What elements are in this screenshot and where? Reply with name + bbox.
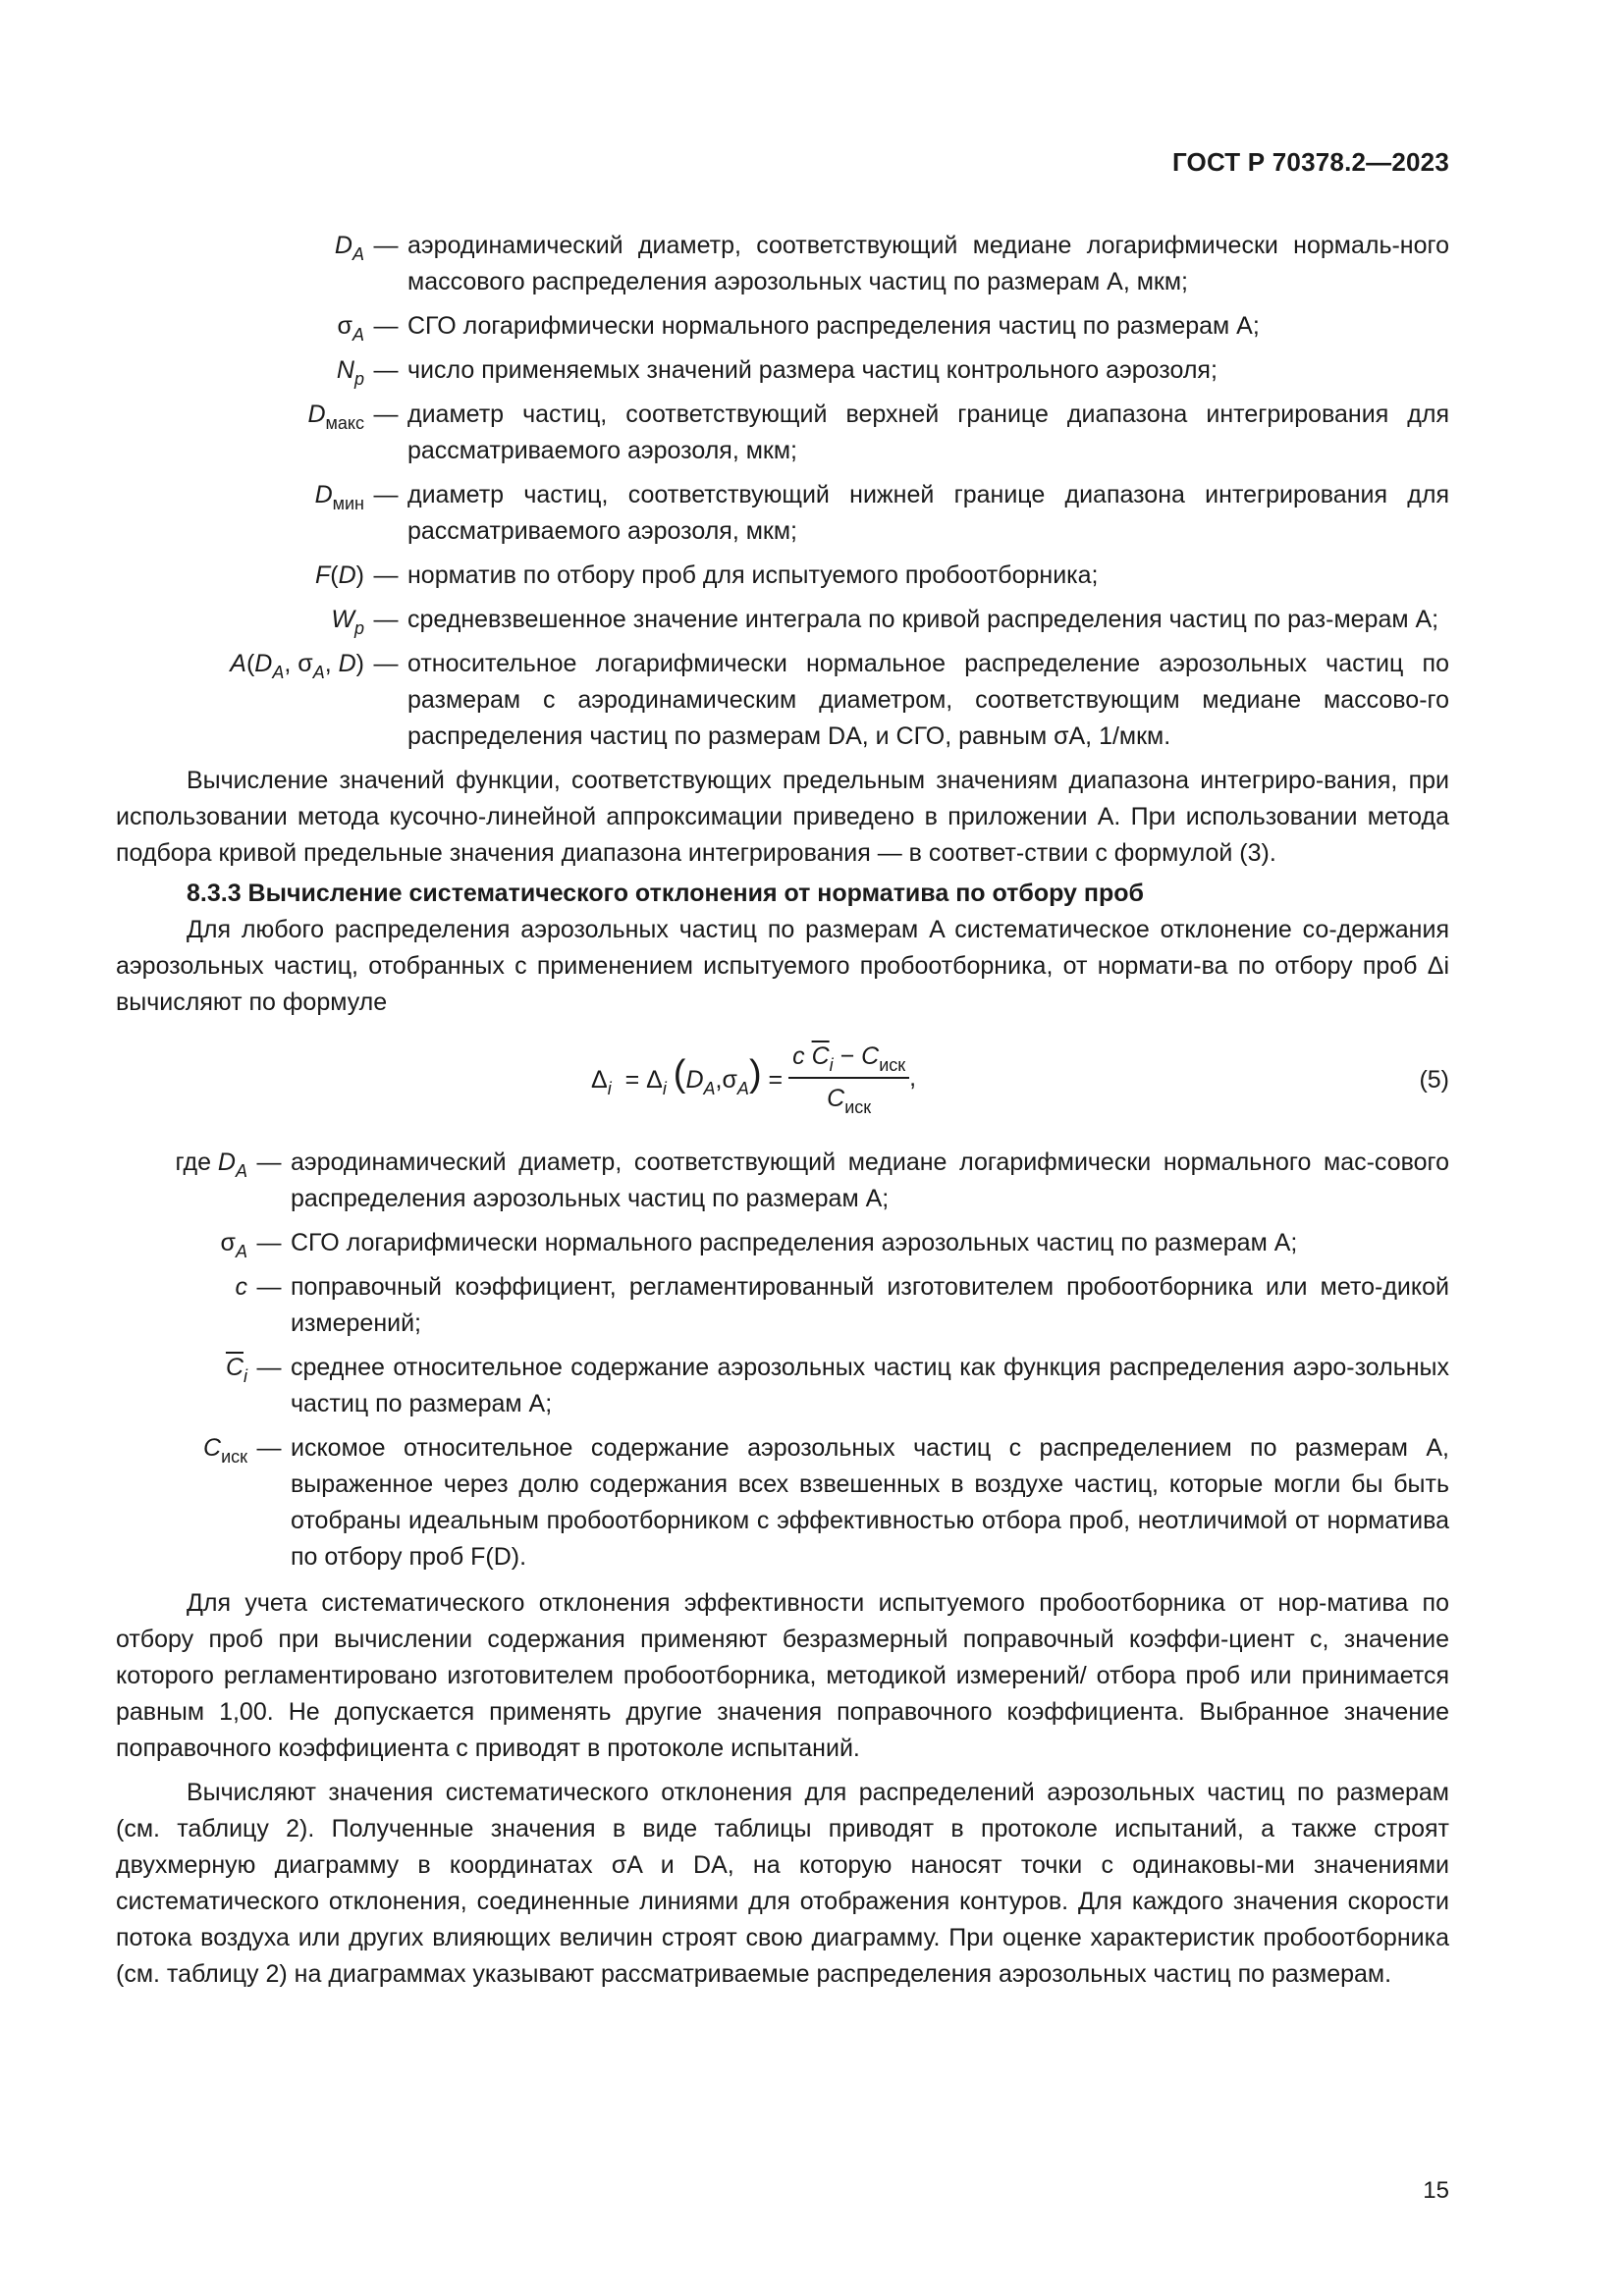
definition-item bbox=[116, 1430, 1449, 1575]
page-number: 15 bbox=[1423, 2177, 1449, 2204]
dash: — bbox=[256, 1354, 282, 1381]
definition-text: диаметр частиц, соответствующий верхней границе диапазона интегрирования для рассматриваемого аэрозоля, мкм; bbox=[407, 400, 1449, 464]
paragraph: Вычисляют значения систематического отклонения для распределений аэрозольных частиц по размерам (см. таблицу 2). Полученные значения в виде таблицы приводят в протоколе испытаний, а также строят двухмерную диаграмму в координатах σA и DA, на которую наносят точки с одинаковы-ми значениями систематического отклонения, соединенные линиями для отображения контуров. Для каждого значения скорости потока воздуха или других влияющих величин строят свою диаграмму. При оценке характеристик пробоотборника (см. таблицу 2) на диаграммах указывают рассматриваемые распределения аэрозольных частиц по размерам. bbox=[116, 1779, 1449, 1988]
definition-item bbox=[116, 646, 1449, 755]
formula-fraction: $\frac{c \overline{C}_i - C_{иск}}{C_{иск}}$ bbox=[788, 1039, 909, 1117]
definition-symbol: $D_A$ bbox=[334, 232, 364, 264]
definition-symbol: F(D) bbox=[315, 561, 364, 589]
formula-number: (5) bbox=[1419, 1066, 1449, 1094]
formula-block bbox=[116, 1029, 1449, 1139]
definition-symbol: $\overline{C}_i$ bbox=[225, 1354, 247, 1386]
definition-text: аэродинамический диаметр, соответствующий медиане логарифмически нормаль-ного массового распределения аэрозольных частиц по размерам A, мкм; bbox=[407, 232, 1449, 295]
dash: — bbox=[373, 232, 399, 259]
definition-text: поправочный коэффициент, регламентированный изготовителем пробоотборника или мето-дикой измерений; bbox=[291, 1273, 1449, 1337]
definition-item bbox=[116, 558, 1449, 594]
definition-item bbox=[116, 1225, 1449, 1261]
definition-text: аэродинамический диаметр, соответствующий медиане логарифмически нормального мас-сового распределения аэрозольных частиц по размерам A; bbox=[291, 1148, 1449, 1212]
definitions-list-2 bbox=[116, 1145, 1449, 1575]
definition-item bbox=[116, 352, 1449, 389]
definition-text: искомое относительное содержание аэрозольных частиц с распределением по размерам A, выраженное через долю содержания всех взвешенных в воздухе частиц, которые могли бы быть отобраны идеальным пробоотборником с эффективностью отбора проб, неотличимой от норматива по отбору проб F(D). bbox=[291, 1434, 1449, 1571]
definition-text: СГО логарифмически нормального распределения аэрозольных частиц по размерам A; bbox=[291, 1229, 1298, 1256]
dash: — bbox=[256, 1148, 282, 1176]
dash: — bbox=[256, 1273, 282, 1301]
definition-text: относительное логарифмически нормальное распределение аэрозольных частиц по размерам с аэродинамическим диаметром, соответствующим медиане массово-го распределения частиц по размерам DA, и СГО, равным σA, 1/мкм. bbox=[407, 650, 1449, 750]
dash: — bbox=[373, 481, 399, 508]
definition-item bbox=[116, 1269, 1449, 1342]
definition-symbol: $\sigma_A$ bbox=[220, 1229, 247, 1261]
definition-text: среднее относительное содержание аэрозольных частиц как функция распределения аэро-зольных частиц по размерам A; bbox=[291, 1354, 1449, 1417]
paragraph: Для любого распределения аэрозольных частиц по размерам A систематическое отклонение со-держания аэрозольных частиц, отобранных с применением испытуемого пробоотборника, от нормати-ва по отбору проб Δi вычисляют по формуле bbox=[116, 916, 1449, 1016]
definition-symbol: $D_{мин}$ bbox=[314, 481, 364, 513]
definition-symbol: $C_{иск}$ bbox=[203, 1434, 247, 1467]
definition-symbol: $W_p$ bbox=[331, 606, 364, 638]
dash: — bbox=[373, 312, 399, 340]
definition-symbol: $\sigma_A$ bbox=[337, 312, 364, 345]
definition-item bbox=[116, 1145, 1449, 1217]
definition-text: СГО логарифмически нормального распределения частиц по размерам A; bbox=[407, 312, 1260, 340]
definition-text: норматив по отбору проб для испытуемого пробоотборника; bbox=[407, 561, 1099, 589]
dash: — bbox=[373, 606, 399, 633]
dash: — bbox=[256, 1434, 282, 1462]
definition-text: диаметр частиц, соответствующий нижней границе диапазона интегрирования для рассматриваемого аэрозоля, мкм; bbox=[407, 481, 1449, 545]
dash: — bbox=[373, 356, 399, 384]
paragraph: Вычисление значений функции, соответствующих предельным значениям диапазона интегриро-вания, при использовании метода кусочно-линейной аппроксимации приведено в приложении А. При использовании метода подбора кривой предельные значения диапазона интегрирования — в соответ-ствии с формулой (3). bbox=[116, 767, 1449, 867]
definition-symbol: $A(D_A$, $\sigma_A$, D) bbox=[230, 650, 364, 682]
formula: $\Delta_i = \Delta_i$ $(D_A,\sigma_A)$ = $\frac{c \overline{C}_i - C_{иск}}{C_{иск}}$ , bbox=[591, 1039, 916, 1117]
definition-item bbox=[116, 228, 1449, 300]
definition-text: число применяемых значений размера частиц контрольного аэрозоля; bbox=[407, 356, 1218, 384]
definition-text: средневзвешенное значение интеграла по кривой распределения частиц по раз-мерам A; bbox=[407, 606, 1439, 633]
dash: — bbox=[373, 650, 399, 677]
document-header: ГОСТ Р 70378.2—2023 bbox=[1171, 147, 1449, 177]
definition-symbol: $D_{макс}$ bbox=[307, 400, 364, 433]
definition-item bbox=[116, 308, 1449, 345]
page-content bbox=[116, 228, 1449, 1993]
definition-symbol: c bbox=[235, 1273, 247, 1301]
definition-symbol: $N_p$ bbox=[336, 356, 364, 389]
definition-item bbox=[116, 397, 1449, 469]
paragraph: Для учета систематического отклонения эффективности испытуемого пробоотборника от нор-матива по отбору проб при вычислении содержания применяют безразмерный поправочный коэффи-циент c, значение которого регламентировано изготовителем пробоотборника, методикой измерений/ отбора проб или принимается равным 1,00. Не допускается применять другие значения поправочного коэффициента. Выбранное значение поправочного коэффициента c приводят в протоколе испытаний. bbox=[116, 1589, 1449, 1762]
dash: — bbox=[256, 1229, 282, 1256]
definition-item bbox=[116, 477, 1449, 550]
definition-symbol: где $D_A$ bbox=[175, 1148, 247, 1181]
dash: — bbox=[373, 561, 399, 589]
definition-item bbox=[116, 1350, 1449, 1422]
definitions-list-1 bbox=[116, 228, 1449, 755]
section-heading: 8.3.3 Вычисление систематического отклонения от норматива по отбору проб bbox=[187, 880, 1144, 907]
definition-item bbox=[116, 602, 1449, 638]
dash: — bbox=[373, 400, 399, 428]
